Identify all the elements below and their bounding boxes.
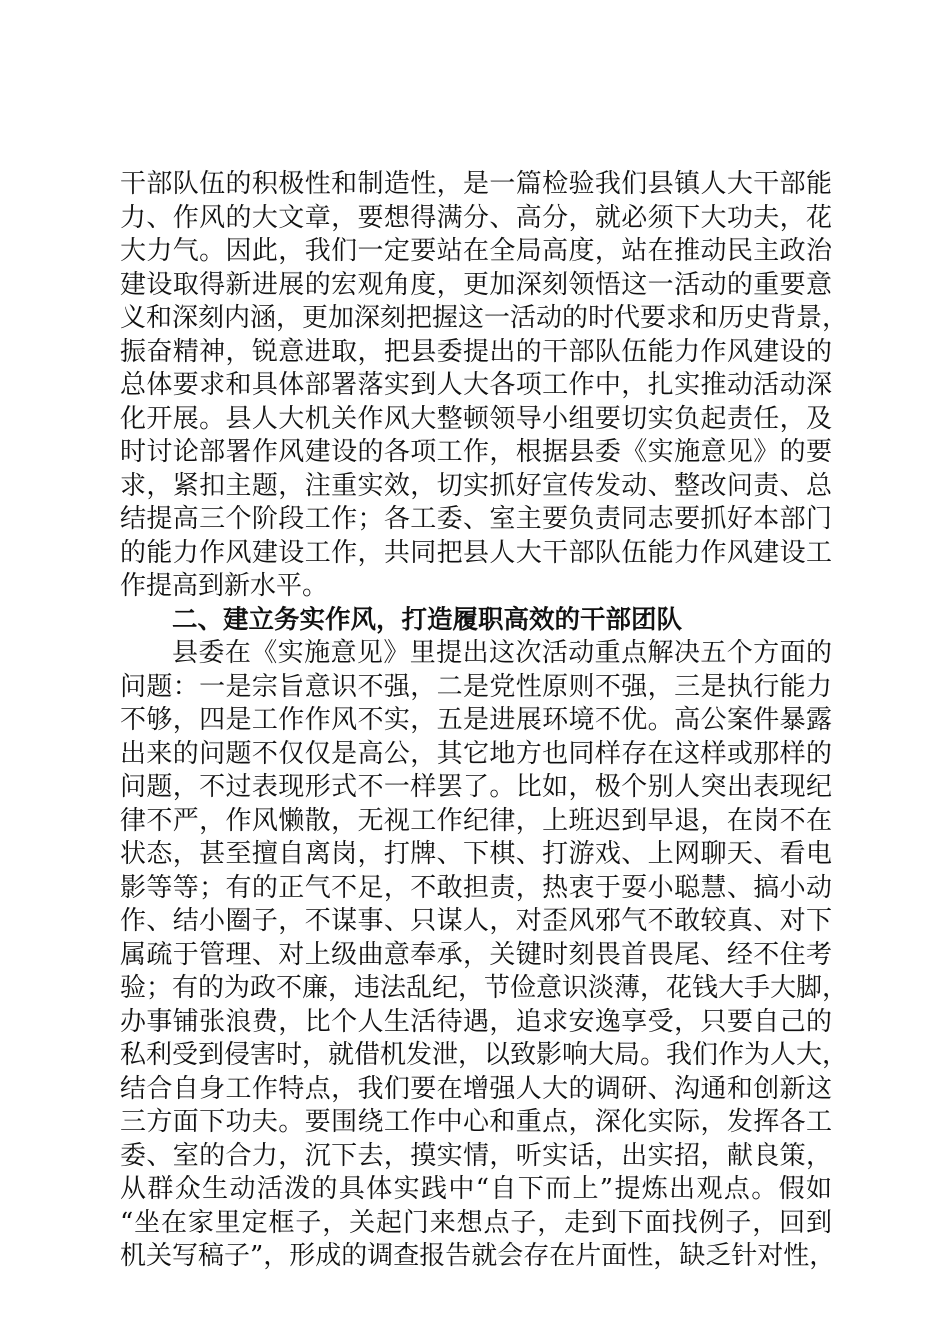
text-line: 律不严，作风懒散，无视工作纪律，上班迟到早退，在岗不在 — [120, 805, 832, 836]
text-line: 建设取得新进展的宏观角度，更加深刻领悟这一活动的重要意 — [120, 269, 832, 300]
text-line: 问题，不过表现形式不一样罢了。比如，极个别人突出表现纪 — [120, 772, 832, 802]
document-page — [120, 168, 849, 1274]
text-line: 义和深刻内涵，更加深刻把握这一活动的时代要求和历史背景， — [120, 303, 849, 333]
text-line: 出来的问题不仅仅是高公，其它地方也同样存在这样或那样的 — [120, 738, 832, 769]
text-line: 影等等；有的正气不足，不敢担责，热衷于耍小聪慧、搞小动 — [120, 872, 832, 903]
text-line: “坐在家里定框子，关起门来想点子，走到下面找例子，回到 — [120, 1207, 832, 1238]
text-line: 不够，四是工作作风不实，五是进展环境不优。高公案件暴露 — [120, 705, 832, 735]
text-line: 私利受到侵害时，就借机发泄，以致影响大局。我们作为人大， — [120, 1040, 849, 1070]
text-line: 大力气。因此，我们一定要站在全局高度，站在推动民主政治 — [120, 236, 832, 266]
text-line: 问题：一是宗旨意识不强，二是党性原则不强，三是执行能力 — [120, 671, 832, 702]
text-line: 时讨论部署作风建设的各项工作，根据县委《实施意见》的要 — [120, 437, 832, 467]
text-line: 结提高三个阶段工作；各工委、室主要负责同志要抓好本部门 — [120, 504, 832, 534]
text-line: 从群众生动活泼的具体实践中“自下而上”提炼出观点。假如 — [120, 1174, 832, 1204]
text-line: 作提高到新水平。 — [120, 571, 329, 601]
section-heading: 二、建立务实作风，打造履职高效的干部团队 — [172, 604, 683, 635]
text-line: 委、室的合力，沉下去，摸实情，听实话，出实招，献良策， — [120, 1140, 832, 1171]
text-line: 作、结小圈子，不谋事、只谋人，对歪风邪气不敢较真、对下 — [120, 906, 832, 936]
text-line: 振奋精神，锐意进取，把县委提出的干部队伍能力作风建设的 — [120, 336, 832, 367]
text-line: 的能力作风建设工作，共同把县人大干部队伍能力作风建设工 — [120, 537, 832, 568]
text-line: 求，紧扣主题，注重实效，切实抓好宣传发动、整改问责、总 — [120, 470, 832, 501]
text-line: 验；有的为政不廉，违法乱纪，节俭意识淡薄，花钱大手大脚， — [120, 973, 849, 1003]
paragraph-continued — [120, 168, 849, 604]
text-line: 三方面下功夫。要围绕工作中心和重点，深化实际，发挥各工 — [120, 1107, 832, 1137]
text-line: 机关写稿子”，形成的调查报告就会存在片面性，缺乏针对性， — [120, 1241, 836, 1271]
text-line: 县委在《实施意见》里提出这次活动重点解决五个方面的 — [172, 638, 832, 668]
text-line: 化开展。县人大机关作风大整顿领导小组要切实负起责任，及 — [120, 403, 832, 434]
paragraph — [120, 637, 849, 1274]
text-line: 总体要求和具体部署落实到人大各项工作中，扎实推动活动深 — [120, 370, 832, 400]
text-line: 结合自身工作特点，我们要在增强人大的调研、沟通和创新这 — [120, 1073, 832, 1104]
text-line: 状态，甚至擅自离岗，打牌、下棋、打游戏、上网聊天、看电 — [120, 839, 832, 869]
text-line: 办事铺张浪费，比个人生活待遇，追求安逸享受，只要自己的 — [120, 1006, 832, 1037]
text-line: 干部队伍的积极性和制造性，是一篇检验我们县镇人大干部能 — [120, 169, 832, 199]
text-line: 属疏于管理、对上级曲意奉承，关键时刻畏首畏尾、经不住考 — [120, 939, 832, 970]
text-line: 力、作风的大文章，要想得满分、高分，就必须下大功夫，花 — [120, 202, 832, 233]
